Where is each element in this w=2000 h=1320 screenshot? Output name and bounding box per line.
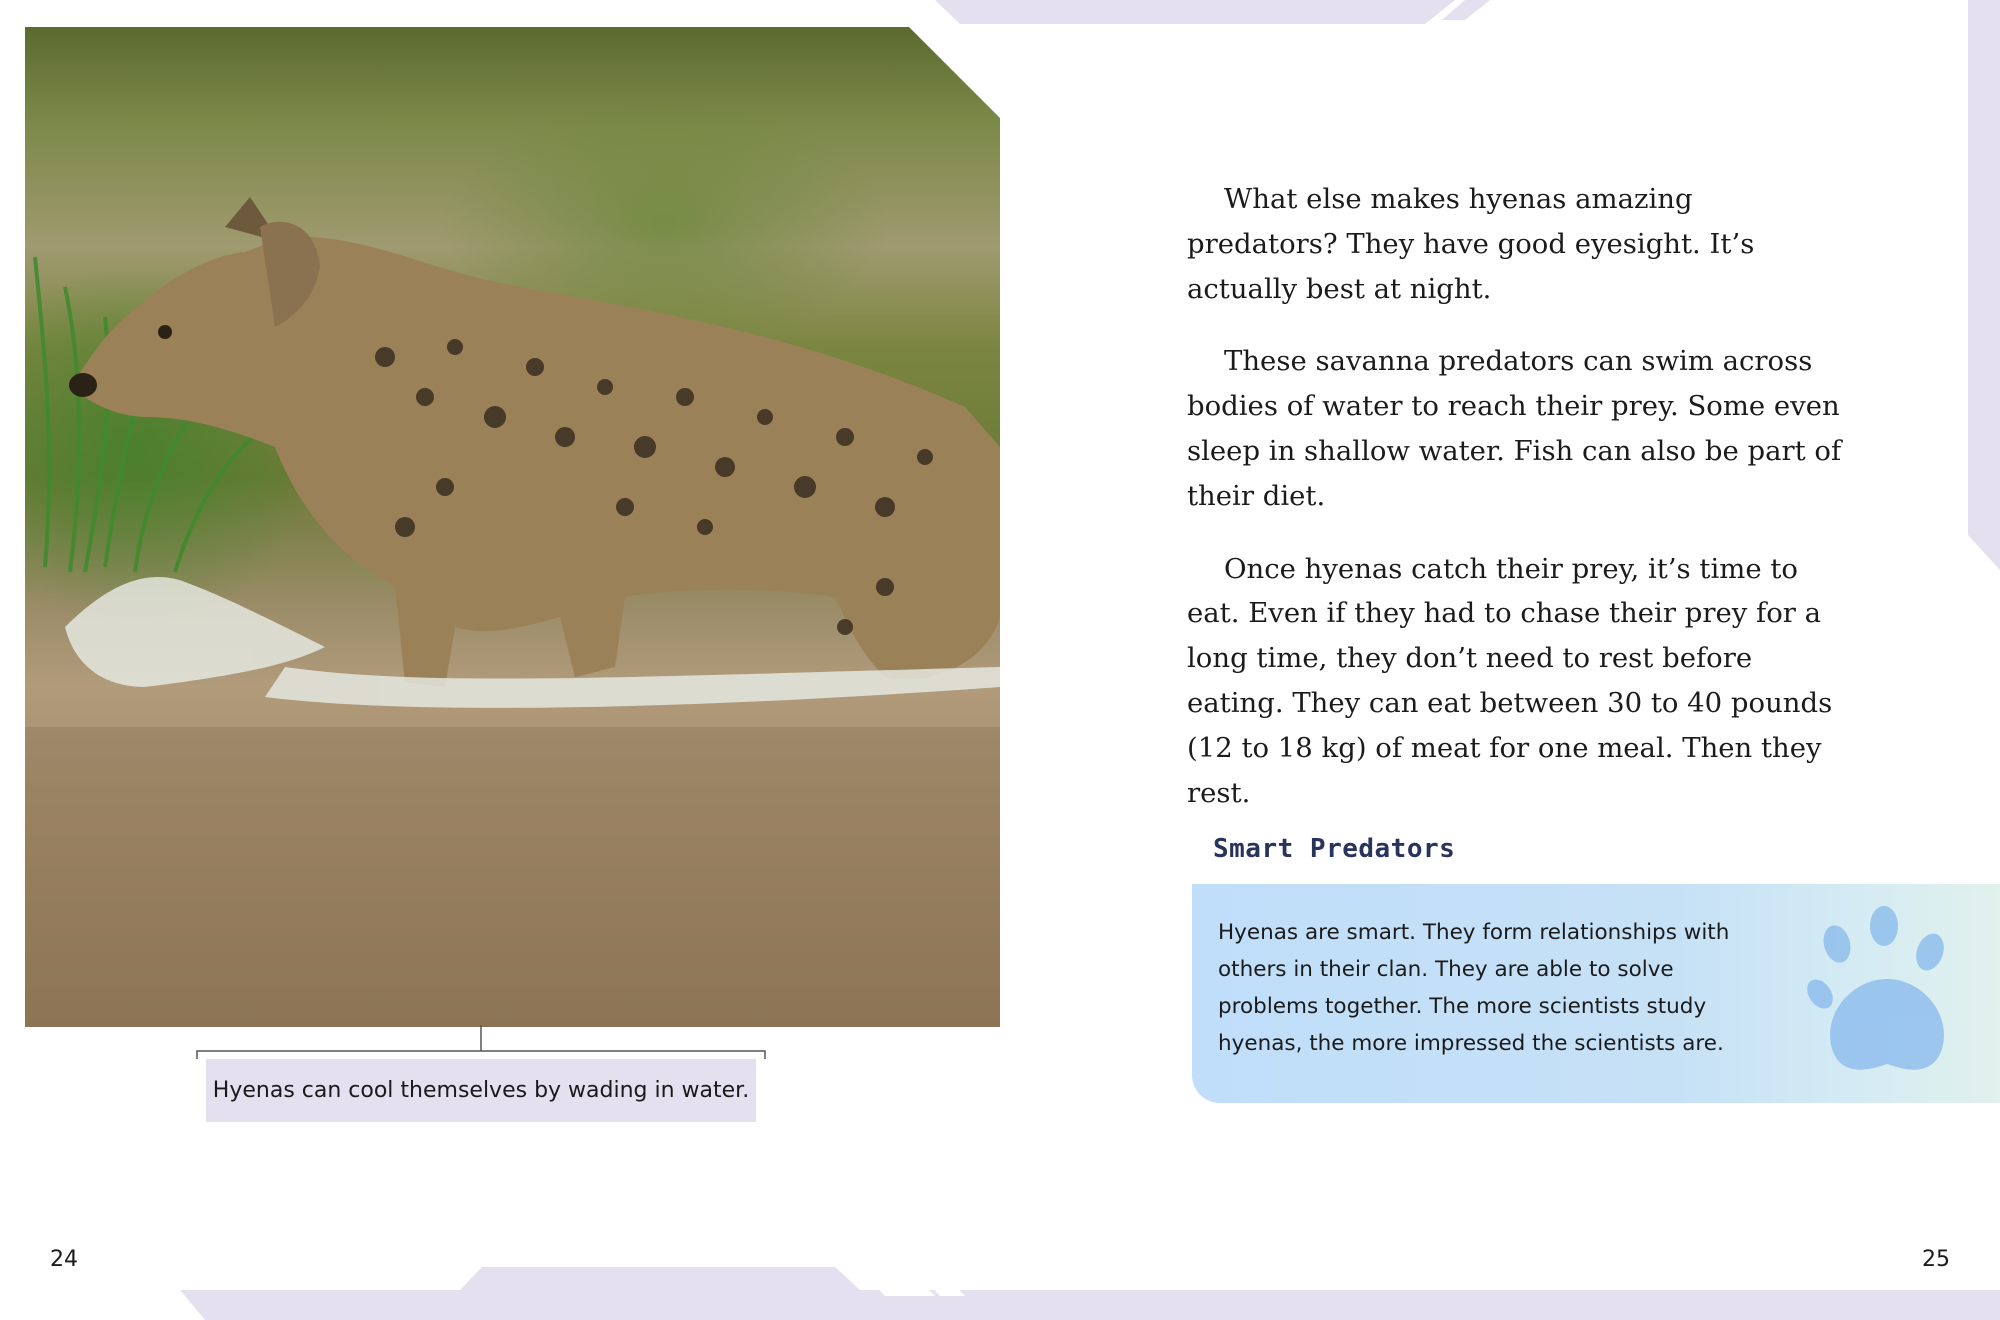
paragraph-3: Once hyenas catch their prey, it’s time to eat. Even if they had to chase their prey for a long time, they don’t need to rest before eating. They can eat between 30 to 40 pounds (12 to 18 kg) of meat for one meal. Then they rest. xyxy=(1187,552,1833,809)
caption-bracket xyxy=(196,1025,766,1061)
page-number-left: 24 xyxy=(50,1247,78,1272)
paragraph-1: What else makes hyenas amazing predators? They have good eyesight. It’s actually best at night. xyxy=(1187,183,1755,305)
sidebar-box xyxy=(1192,884,2000,1103)
hyena-photo xyxy=(25,27,1000,1027)
water-reflection xyxy=(25,727,1000,1027)
sidebar-title: Smart Predators xyxy=(1213,834,1456,864)
paw-print-icon xyxy=(1802,904,1972,1084)
body-text xyxy=(1187,177,1847,843)
page-number-right: 25 xyxy=(1922,1247,1950,1272)
photo-caption xyxy=(206,1059,756,1122)
photo-caption-text: Hyenas can cool themselves by wading in water. xyxy=(212,1078,750,1103)
sidebar-text: Hyenas are smart. They form relationships with others in their clan. They are able to solve problems together. The more scientists study hyenas, the more impressed the scientists are. xyxy=(1218,920,1730,1056)
paragraph-2: These savanna predators can swim across bodies of water to reach their prey. Some even sleep in shallow water. Fish can also be part of their diet. xyxy=(1187,345,1842,512)
